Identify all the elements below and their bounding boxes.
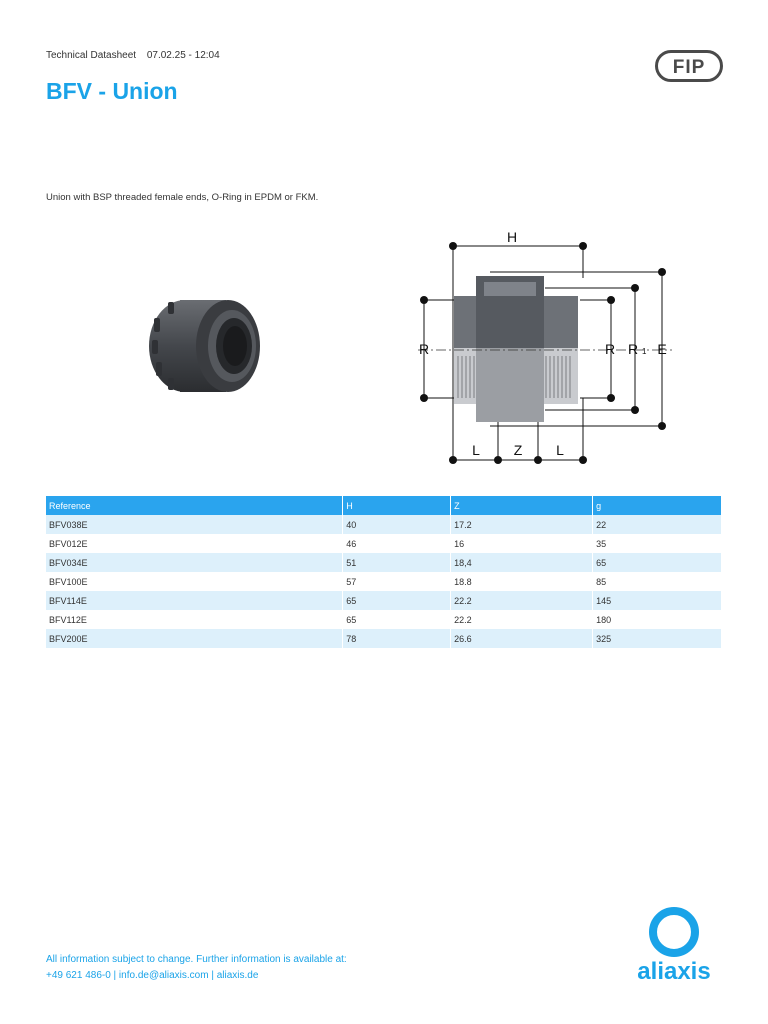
table-row: [46, 515, 722, 534]
table-row: [46, 591, 722, 610]
cell-reference: BFV200E: [46, 629, 343, 648]
column-header-h: H: [343, 496, 451, 515]
table-header-row: [46, 496, 722, 515]
dim-label-r-right: R: [604, 341, 616, 357]
cell-z: 17.2: [451, 515, 593, 534]
cell-z: 22.2: [451, 610, 593, 629]
dim-label-l-left: L: [472, 442, 480, 458]
column-header-reference: Reference: [46, 496, 343, 515]
cell-reference: BFV034E: [46, 553, 343, 572]
specification-table: [46, 496, 722, 648]
column-header-z: Z: [451, 496, 593, 515]
cell-h: 78: [343, 629, 451, 648]
cell-g: 180: [593, 610, 722, 629]
product-photo: [140, 278, 270, 408]
cell-z: 26.6: [451, 629, 593, 648]
dim-label-e: E: [657, 341, 667, 357]
cell-h: 57: [343, 572, 451, 591]
cell-g: 325: [593, 629, 722, 648]
column-header-g: g: [593, 496, 722, 515]
cell-z: 22.2: [451, 591, 593, 610]
cell-h: 65: [343, 591, 451, 610]
doc-datetime: 07.02.25 - 12:04: [146, 50, 220, 61]
table-row: [46, 553, 722, 572]
cell-reference: BFV114E: [46, 591, 343, 610]
doc-type: Technical Datasheet: [46, 50, 137, 61]
cell-z: 18,4: [451, 553, 593, 572]
footer-info: [46, 952, 347, 984]
product-description: Union with BSP threaded female ends, O-Ring in EPDM or FKM.: [46, 192, 319, 203]
cell-g: 22: [593, 515, 722, 534]
cell-h: 51: [343, 553, 451, 572]
dim-label-r1-subscript: 1: [642, 347, 647, 356]
dim-label-r-left: R: [418, 341, 430, 357]
cell-z: 18.8: [451, 572, 593, 591]
cell-g: 85: [593, 572, 722, 591]
document-meta: [46, 50, 220, 61]
cell-g: 35: [593, 534, 722, 553]
footer-contact[interactable]: +49 621 486-0 | info.de@aliaxis.com | aliaxis.de: [46, 970, 259, 981]
aliaxis-logo-text: aliaxis: [637, 958, 711, 985]
dim-label-z: Z: [513, 442, 523, 458]
cell-g: 65: [593, 553, 722, 572]
cell-reference: BFV012E: [46, 534, 343, 553]
fip-logo-text: FIP: [672, 57, 706, 78]
cell-reference: BFV038E: [46, 515, 343, 534]
cell-reference: BFV100E: [46, 572, 343, 591]
dim-label-l-right: L: [556, 442, 564, 458]
table-row: [46, 629, 722, 648]
cell-h: 40: [343, 515, 451, 534]
cell-z: 16: [451, 534, 593, 553]
fip-logo: [655, 50, 723, 82]
page-title: BFV - Union: [46, 78, 178, 104]
cell-h: 65: [343, 610, 451, 629]
cell-h: 46: [343, 534, 451, 553]
dim-label-r1: R: [627, 341, 639, 357]
technical-drawing: [410, 228, 685, 468]
table-row: [46, 572, 722, 591]
table-row: [46, 610, 722, 629]
footer-disclaimer: All information subject to change. Further information is available at:: [46, 954, 347, 965]
cell-reference: BFV112E: [46, 610, 343, 629]
dim-label-h: H: [506, 229, 518, 245]
table-row: [46, 534, 722, 553]
cell-g: 145: [593, 591, 722, 610]
aliaxis-logo: [624, 903, 724, 985]
